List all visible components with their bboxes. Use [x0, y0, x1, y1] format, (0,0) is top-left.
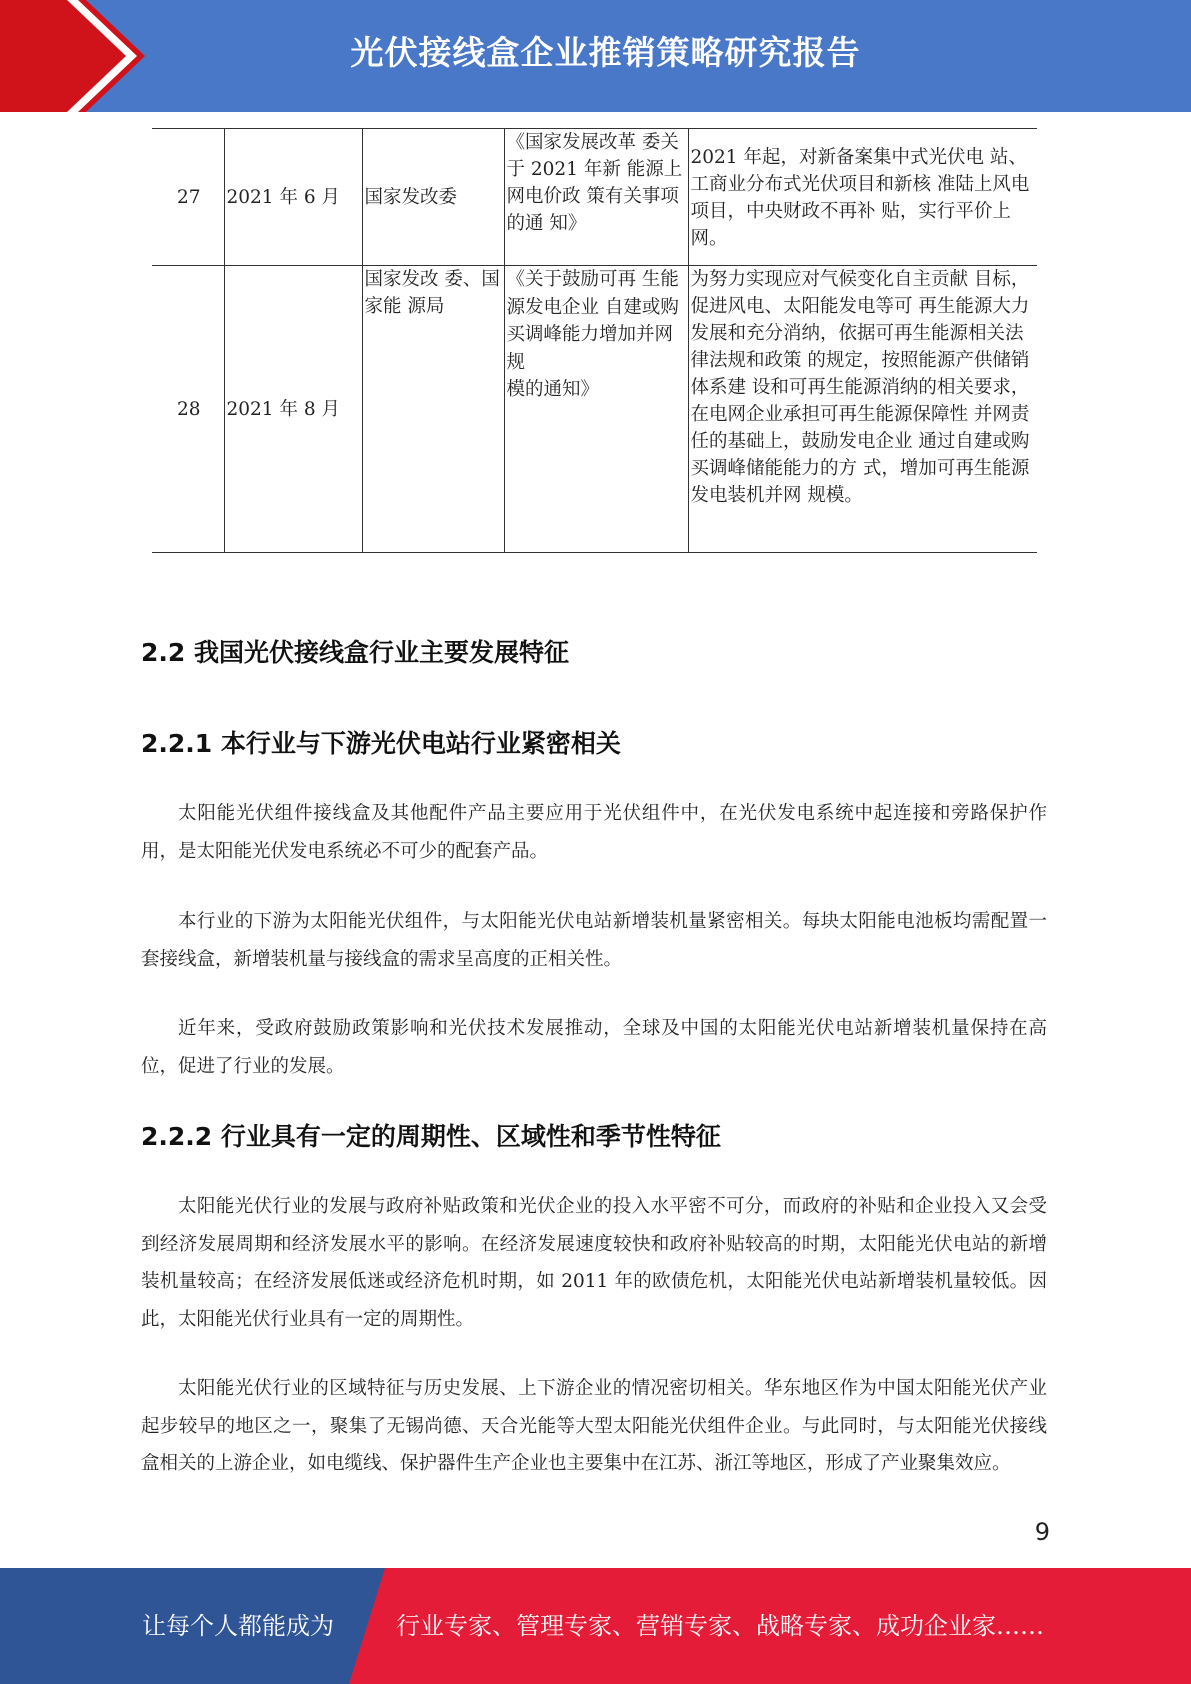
- policy-table: [152, 128, 1037, 553]
- section-heading-2-2-1: 2.2.1 本行业与下游光伏电站行业紧密相关: [141, 729, 621, 758]
- footer-slogan-right: 行业专家、管理专家、营销专家、战略专家、成功企业家……: [396, 1612, 1044, 1640]
- row-content: 为努力实现应对气候变化自主贡献 目标，促进风电、太阳能发电等可 再生能源大力发展和充分消纳，依据可再生能源相关法律法规和政策 的规定，按照能源产供储销体系建 设和可再生能源消纳的相关要求， 在电网企业承担可再生能源保障性 并网责任的基础上，鼓励发电企业 通过自建或购买调峰储能能力的方 式，增加可再生能源发电装机并网 规模。: [688, 266, 1037, 553]
- row-number: 27: [152, 129, 224, 266]
- paragraph: 太阳能光伏行业的区域特征与历史发展、上下游企业的情况密切相关。华东地区作为中国太阳能光伏产业起步较早的地区之一，聚集了无锡尚德、天合光能等大型太阳能光伏组件企业。与此同时，与太阳能光伏接线盒相关的上游企业，如电缆线、保护器件生产企业也主要集中在江苏、浙江等地区，形成了产业聚集效应。: [141, 1378, 1047, 1474]
- row-number: 28: [152, 266, 224, 553]
- paragraph: 本行业的下游为太阳能光伏组件，与太阳能光伏电站新增装机量紧密相关。每块太阳能电池板均需配置一套接线盒，新增装机量与接线盒的需求呈高度的正相关性。: [141, 911, 1047, 970]
- row-agency: 国家发改委: [362, 129, 504, 266]
- page-number: 9: [1034, 1518, 1050, 1546]
- row-document: 《关于鼓励可再 生能源发电企业 自建或购买调峰能力增加并网规 模的通知》: [504, 266, 688, 553]
- paragraph: 太阳能光伏组件接线盒及其他配件产品主要应用于光伏组件中，在光伏发电系统中起连接和旁路保护作用，是太阳能光伏发电系统必不可少的配套产品。: [141, 803, 1047, 862]
- row-date: 2021 年 6 月: [224, 129, 362, 266]
- paragraph: 近年来，受政府鼓励政策影响和光伏技术发展推动，全球及中国的太阳能光伏电站新增装机量保持在高位，促进了行业的发展。: [141, 1018, 1047, 1077]
- table-row: [152, 266, 1037, 553]
- row-date: 2021 年 8 月: [224, 266, 362, 553]
- table-row: [152, 129, 1037, 266]
- row-document: 《国家发展改革 委关于 2021 年新 能源上网电价政 策有关事项的通 知》: [504, 129, 688, 266]
- report-title: 光伏接线盒企业推销策略研究报告: [350, 33, 861, 72]
- page-header: [0, 0, 1191, 112]
- row-content: 2021 年起，对新备案集中式光伏电 站、工商业分布式光伏项目和新核 准陆上风电项目，中央财政不再补 贴，实行平价上网。: [688, 129, 1037, 266]
- section-heading-2-2: 2.2 我国光伏接线盒行业主要发展特征: [141, 638, 569, 667]
- section-heading-2-2-2: 2.2.2 行业具有一定的周期性、区域性和季节性特征: [141, 1122, 721, 1151]
- footer-slogan-left: 让每个人都能成为: [142, 1612, 334, 1640]
- paragraph: 太阳能光伏行业的发展与政府补贴政策和光伏企业的投入水平密不可分，而政府的补贴和企业投入又会受到经济发展周期和经济发展水平的影响。在经济发展速度较快和政府补贴较高的时期，太阳能光伏电站的新增装机量较高；在经济发展低迷或经济危机时期，如 2011 年的欧债危机，太阳能光伏电站新增装机量较低。因此，太阳能光伏行业具有一定的周期性。: [141, 1196, 1047, 1330]
- page-footer: [0, 1568, 1191, 1684]
- row-agency: 国家发改 委、国家能 源局: [362, 266, 504, 553]
